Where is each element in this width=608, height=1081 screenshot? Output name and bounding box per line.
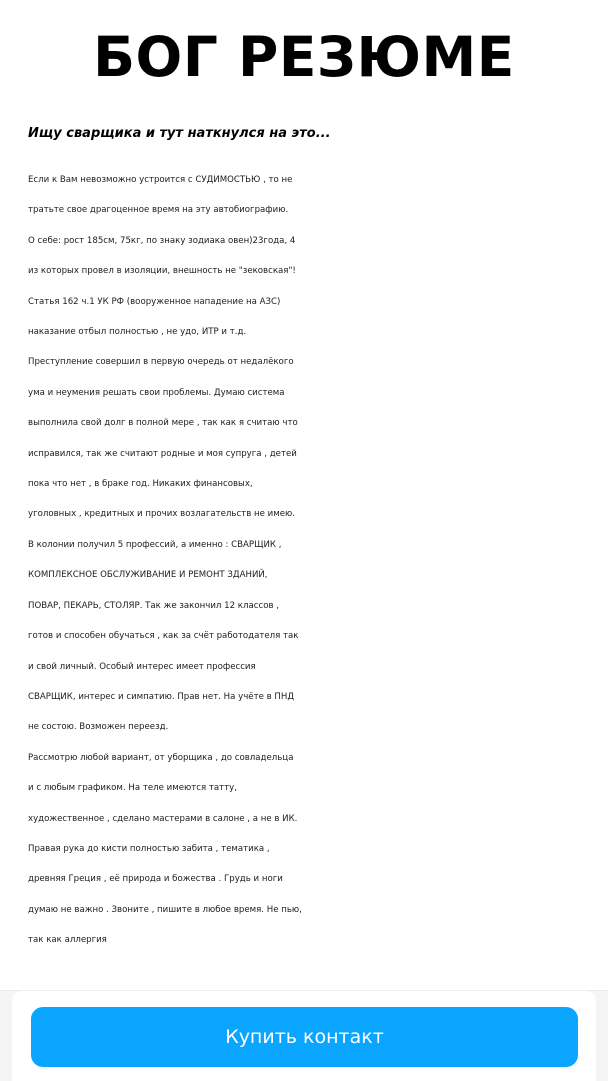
resume-line: Рассмотрю любой вариант, от уборщика , до совладельца — [28, 752, 294, 763]
resume-line: думаю не важно . Звоните , пишите в любое время. Не пью, — [28, 904, 302, 915]
resume-line: уголовных , кредитных и прочих возлагательств не имею. — [28, 509, 295, 520]
resume-line: из которых провел в изоляции, внешность не "зековская"! — [28, 266, 296, 277]
meme-header — [0, 0, 608, 108]
resume-line: Если к Вам невозможно устроится с СУДИМОСТЬЮ , то не — [28, 175, 293, 185]
resume-description — [28, 165, 588, 956]
resume-line: выполнила свой долг в полной мере , так как я считаю что — [28, 418, 298, 429]
resume-line: и с любым графиком. На теле имеются татту, — [28, 783, 237, 794]
resume-line: и свой личный. Особый интерес имеет профессия — [28, 661, 256, 672]
resume-line: О себе: рост 185см, 75кг, по знаку зодиака овен)23года, 4 — [28, 235, 296, 246]
resume-line: исправился, так же считают родные и моя супруга , детей — [28, 448, 297, 459]
resume-line: Правая рука до кисти полностью забита , тематика , — [28, 843, 270, 854]
resume-line: не состою. Возможен переезд. — [28, 722, 169, 733]
resume-line: В колонии получил 5 профессий, а именно : СВАРЩИК , — [28, 539, 282, 550]
resume-line: ПОВАР, ПЕКАРЬ, СТОЛЯР. Так же закончил 12 классов , — [28, 600, 279, 611]
resume-line: СВАРЩИК, интерес и симпатию. Прав нет. На учёте в ПНД — [28, 691, 295, 702]
resume-line: пока что нет , в браке год. Никаких финансовых, — [28, 479, 253, 490]
buy-contact-button[interactable]: Купить контакт — [31, 1007, 578, 1067]
resume-line: тратьте свое драгоценное время на эту автобиографию. — [28, 205, 289, 216]
resume-line: Преступление совершил в первую очередь от недалёкого — [28, 357, 294, 368]
resume-line: Статья 162 ч.1 УК РФ (вооруженное нападение на АЗС) — [28, 296, 281, 307]
resume-line: древняя Греция , её природа и божества . Грудь и ноги — [28, 874, 283, 885]
meme-caption: Ищу сварщика и тут наткнулся на это... — [28, 126, 331, 141]
resume-line: так как аллергия — [28, 935, 107, 946]
resume-line: художественное , сделано мастерами в салоне , а не в ИК. — [28, 813, 298, 824]
resume-line: КОМПЛЕКСНОЕ ОБСЛУЖИВАНИЕ И РЕМОНТ ЗДАНИЙ, — [28, 570, 268, 581]
resume-line: ума и неумения решать свои проблемы. Думаю система — [28, 387, 285, 398]
resume-panel — [0, 160, 608, 990]
resume-line: готов и способен обучаться , как за счёт работодателя так — [28, 631, 299, 642]
meme-title: БОГ РЕЗЮМЕ — [93, 24, 515, 89]
resume-line: наказание отбыл полностью , не удо, ИТР и т.д. — [28, 327, 247, 338]
